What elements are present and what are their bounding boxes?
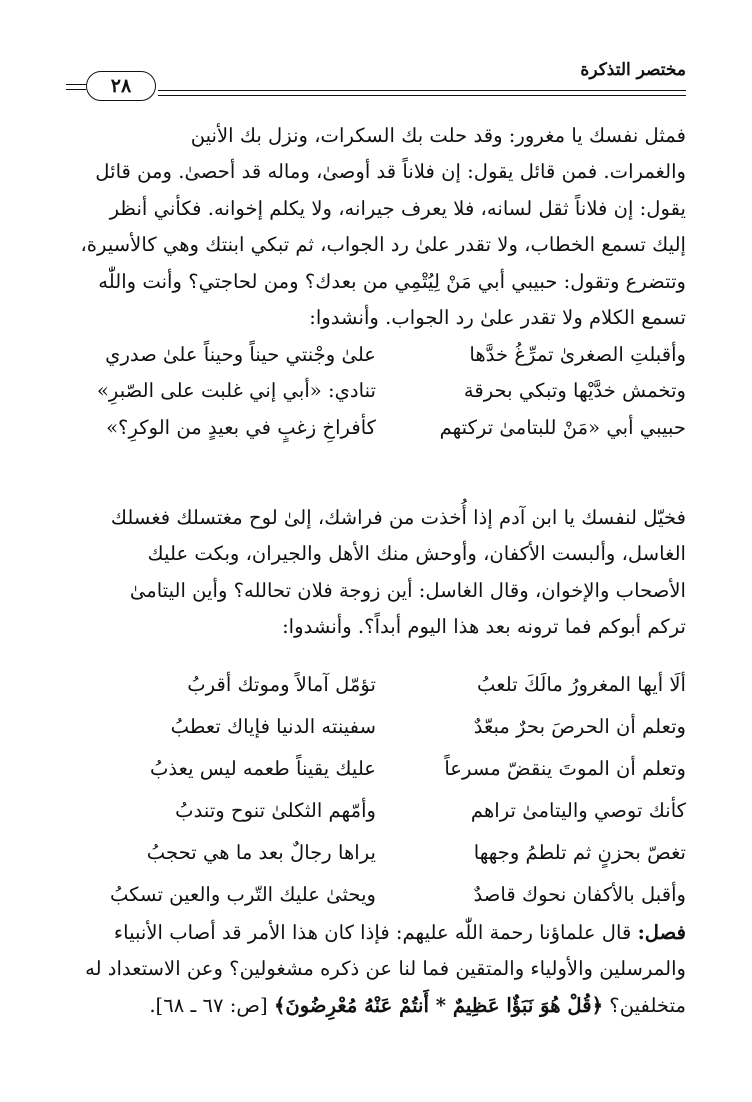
verse-second-hemistich: يراها رجالٌ بعد ما هي تحجبُ: [146, 841, 376, 864]
verse-first-hemistich: وتعلم أن الحرصَ بحرٌ مبعّدٌ: [473, 715, 686, 738]
verse-second-hemistich: علىٰ وجْنتي حيناً وحيناً علىٰ صدري: [105, 343, 376, 366]
verse-second-hemistich: وأمّهم الثكلىٰ تنوح وتندبُ: [175, 799, 376, 822]
verse-second-hemistich: ويحثىٰ عليك التّرب والعين تسكبُ: [109, 883, 376, 906]
verse-first-hemistich: وأقبلتِ الصغرىٰ تمرِّغُ خدَّها: [469, 343, 686, 366]
page-number-rule: [66, 89, 86, 90]
page-number: ٢٨: [86, 71, 156, 101]
text-line: الأصحاب والإخوان، وقال الغاسل: أين زوجة فلان تحالله؟ وأين اليتامىٰ: [129, 578, 686, 602]
poem-verse: [66, 373, 686, 409]
poem-verse: [66, 790, 686, 832]
header-rule: [158, 95, 686, 96]
page-number-badge: [66, 71, 158, 101]
verse-second-hemistich: كأفراخِ زغبٍ في بعيدٍ من الوكرِ؟»: [106, 415, 376, 439]
page-number-rule: [66, 84, 86, 85]
running-head-title: مختصر التذكرة: [580, 60, 686, 80]
text-line: إليك تسمع الخطاب، ولا تقدر علىٰ رد الجواب، ثم تبكي ابنتك وهي كالأسيرة،: [80, 233, 686, 257]
poem-verse: [66, 410, 686, 446]
paragraph-death-scene: [66, 118, 686, 336]
quran-verse: ﴿قُلْ هُوَ نَبَؤٌا عَظِيمٌ * أَنتُمْ عَنْهُ مُعْرِضُونَ﴾: [273, 993, 604, 1017]
text-line: والمرسلين والأولياء والمتقين فما لنا عن ذكره مشغولين؟ وعن الاستعداد له: [85, 957, 686, 981]
paragraph-washing: [66, 500, 686, 646]
text-run: قال علماؤنا رحمة اللّٰه عليهم: فإذا كان هذا الأمر قد أصاب الأنبياء: [113, 921, 638, 944]
verse-citation: [ص: ٦٧ ـ ٦٨].: [149, 993, 274, 1017]
poem-daughter: [66, 337, 686, 446]
section-label: فصل:: [637, 921, 686, 944]
verse-second-hemistich: عليك يقيناً طعمه ليس يعذبُ: [149, 757, 376, 780]
poem-verse: [66, 748, 686, 790]
text-line: يقول: إن فلاناً ثقل لسانه، فلا يعرف جيرانه، ولا يكلم إخوانه. فكأني أنظر: [109, 196, 686, 220]
section-fasl: [66, 915, 686, 1024]
verse-first-hemistich: حبيبي أبي «مَنْ للبتامىٰ تركتهم: [439, 415, 686, 439]
poem-verse: [66, 337, 686, 373]
verse-first-hemistich: كأنك توصي واليتامىٰ تراهم: [470, 799, 686, 822]
text-line: والغمرات. فمن قائل يقول: إن فلاناً قد أوصىٰ، وماله قد أحصىٰ. ومن قائل: [95, 160, 686, 184]
verse-first-hemistich: ألَا أيها المغرورُ مالَكَ تلعبُ: [477, 673, 686, 696]
text-line: وتتضرع وتقول: حبيبي أبي مَنْ لِيُتْمِي من بعدك؟ ومن لحاجتي؟ وأنت واللّٰه: [98, 269, 686, 293]
text-run: متخلفين؟: [603, 993, 686, 1017]
poem-verse: [66, 874, 686, 916]
text-line: تسمع الكلام ولا تقدر علىٰ رد الجواب. وأنشدوا:: [309, 306, 686, 330]
text-line: [66, 915, 686, 951]
text-line: [66, 988, 686, 1024]
poem-verse: [66, 706, 686, 748]
text-line: فمثل نفسك يا مغرور: وقد حلت بك السكرات، ونزل بك الأنين: [190, 124, 686, 147]
page-header: [66, 52, 686, 98]
verse-second-hemistich: تؤمّل آمالاً وموتك أقربُ: [187, 673, 376, 696]
poem-verse: [66, 832, 686, 874]
text-line: تركم أبوكم فما ترونه بعد هذا اليوم أبداً؟. وأنشدوا:: [282, 615, 686, 639]
verse-first-hemistich: وتخمش خدَّيْها وتبكي بحرقة: [463, 379, 686, 403]
header-rule: [158, 90, 686, 91]
text-line: فخيّل لنفسك يا ابن آدم إذا أُخذت من فراشك، إلىٰ لوح مغتسلك فغسلك: [110, 506, 686, 529]
verse-second-hemistich: تنادي: «أبي إني غلبت على الصّبرِ»: [96, 379, 376, 403]
poem-deluded: [66, 664, 686, 916]
text-line: الغاسل، وألبست الأكفان، وأوحش منك الأهل والجيران، وبكت عليك: [147, 542, 686, 566]
verse-second-hemistich: سفينته الدنيا فإياك تعطبُ: [170, 715, 376, 738]
verse-first-hemistich: وتعلم أن الموتَ ينقضّ مسرعاً: [444, 757, 686, 780]
poem-verse: [66, 664, 686, 706]
verse-first-hemistich: وأقبل بالأكفان نحوك قاصدٌ: [473, 883, 686, 906]
verse-first-hemistich: تغصّ بحزنٍ ثم تلطمُ وجهها: [473, 841, 686, 864]
